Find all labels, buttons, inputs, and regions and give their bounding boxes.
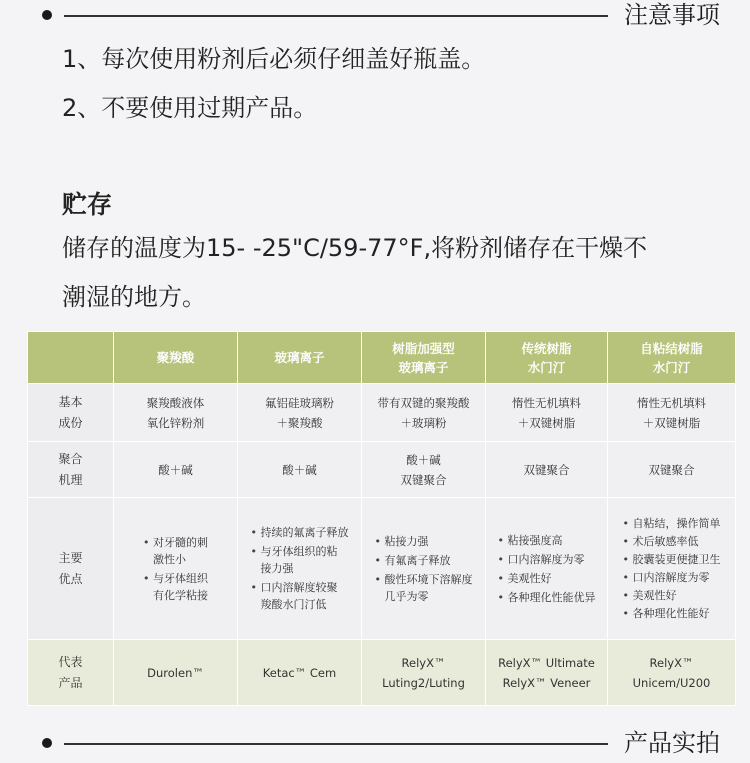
advantage-list (143, 532, 208, 606)
table-cell: RelyX™ Luting2/Luting (362, 640, 486, 706)
bullet-dot-icon (42, 10, 52, 20)
row-header: 基本 成份 (28, 384, 114, 442)
comparison-table (27, 331, 736, 706)
row-header: 代表 产品 (28, 640, 114, 706)
storage-text-line-2: 潮湿的地方。 (62, 283, 206, 311)
table-cell: 惰性无机填料 ＋双键树脂 (486, 384, 608, 442)
table-cell: 氟铝硅玻璃粉 ＋聚羧酸 (238, 384, 362, 442)
advantage-list (375, 531, 473, 607)
table-header-row (28, 332, 736, 384)
list-item: • 各种理化性能优异 (498, 589, 596, 606)
column-header: 树脂加强型 玻璃离子 (362, 332, 486, 384)
product-photos-section-title: 产品实拍 (624, 729, 720, 757)
list-item: • 术后敏感率低 (623, 533, 721, 550)
notice-item-2: 2、不要使用过期产品。 (62, 94, 318, 122)
row-header: 聚合 机理 (28, 442, 114, 498)
header-corner (28, 332, 114, 384)
notice-section-header (0, 0, 750, 30)
table-cell: 聚羧酸液体 氧化锌粉剂 (114, 384, 238, 442)
list-item: • 口内溶解度较聚 羧酸水门汀低 (251, 579, 349, 613)
table-cell: RelyX™ Unicem/U200 (608, 640, 736, 706)
table-row (28, 498, 736, 640)
table-row (28, 384, 736, 442)
table-cell: Ketac™ Cem (238, 640, 362, 706)
table-cell: 酸＋碱 双键聚合 (362, 442, 486, 498)
storage-text-line-1: 储存的温度为15- -25"C/59-77°F,将粉剂储存在干燥不 (62, 234, 648, 262)
table-cell (238, 498, 362, 640)
list-item: • 美观性好 (498, 570, 596, 587)
column-header: 聚羧酸 (114, 332, 238, 384)
table-row (28, 442, 736, 498)
table-row (28, 640, 736, 706)
advantage-list (498, 530, 596, 608)
column-header: 自粘结树脂 水门汀 (608, 332, 736, 384)
table-cell: 酸＋碱 (114, 442, 238, 498)
table-cell: 双键聚合 (608, 442, 736, 498)
column-header: 玻璃离子 (238, 332, 362, 384)
list-item: • 对牙髓的刺 激性小 (143, 534, 208, 568)
list-item: • 与牙体组织的粘 接力强 (251, 543, 349, 577)
list-item: • 持续的氟离子释放 (251, 524, 349, 541)
table-cell (486, 498, 608, 640)
table-cell (608, 498, 736, 640)
table-cell: 带有双键的聚羧酸 ＋玻璃粉 (362, 384, 486, 442)
table-cell: 酸＋碱 (238, 442, 362, 498)
list-item: • 酸性环境下溶解度 几乎为零 (375, 571, 473, 605)
list-item: • 胶囊装更便捷卫生 (623, 551, 721, 568)
row-header: 主要 优点 (28, 498, 114, 640)
list-item: • 各种理化性能好 (623, 605, 721, 622)
notice-section-title: 注意事项 (624, 1, 720, 29)
product-photos-section-header (0, 728, 750, 758)
divider-line (64, 15, 608, 17)
list-item: • 美观性好 (623, 587, 721, 604)
table-cell: Durolen™ (114, 640, 238, 706)
list-item: • 口内溶解度为零 (498, 551, 596, 568)
bullet-dot-icon (42, 738, 52, 748)
divider-line (64, 743, 608, 745)
list-item: • 自粘结，操作简单 (623, 515, 721, 532)
list-item: • 与牙体组织 有化学粘接 (143, 570, 208, 604)
storage-title: 贮存 (62, 190, 113, 219)
table-cell: 双键聚合 (486, 442, 608, 498)
table-cell (362, 498, 486, 640)
table-cell (114, 498, 238, 640)
column-header: 传统树脂 水门汀 (486, 332, 608, 384)
advantage-list (251, 522, 349, 615)
list-item: • 口内溶解度为零 (623, 569, 721, 586)
notice-item-1: 1、每次使用粉剂后必须仔细盖好瓶盖。 (62, 45, 486, 73)
list-item: • 粘接强度高 (498, 532, 596, 549)
list-item: • 粘接力强 (375, 533, 473, 550)
table-cell: 惰性无机填料 ＋双键树脂 (608, 384, 736, 442)
advantage-list (623, 514, 721, 623)
table-cell: RelyX™ Ultimate RelyX™ Veneer (486, 640, 608, 706)
list-item: • 有氟离子释放 (375, 552, 473, 569)
